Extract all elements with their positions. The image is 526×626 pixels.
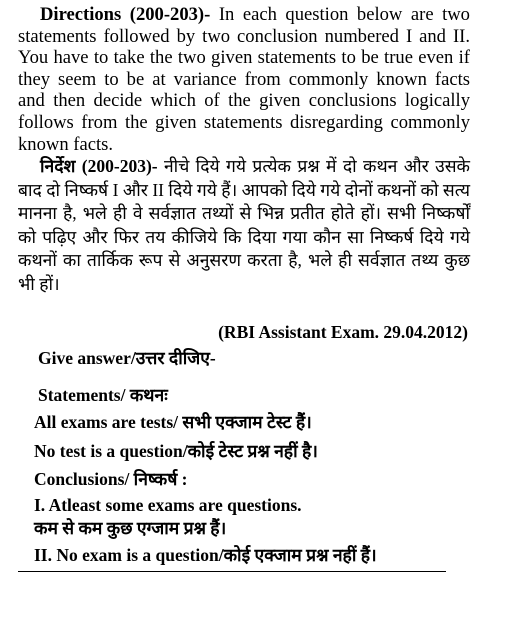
conclusion-2: II. No exam is a question/कोई एक्जाम प्रश्न नहीं हैं। — [34, 545, 377, 565]
statement-1: All exams are tests/ सभी एक्जाम टेस्ट हैं। — [34, 412, 312, 432]
statement-2: No test is a question/कोई टेस्ट प्रश्न नहीं है। — [34, 441, 318, 461]
directions-label-en: Directions (200-203)- — [40, 4, 211, 25]
directions-label-hi: निर्देश (200-203)- — [40, 156, 158, 176]
statements-heading: Statements/ कथनः — [38, 385, 168, 405]
directions-text-hi: नीचे दिये गये प्रत्येक प्रश्न में दो कथन और उसके बाद दो निष्कर्ष I और II दिये गये हैं। आपको दिये गये दोनों कथनों को सत्य मानना है, भले ही वे सर्वज्ञात तथ्यों से भिन्न प्रतीत होते हों। सभी निष्कर्षों को पढ़िए और फिर तय कीजिये कि दिया गया कौन सा निष्कर्ष दिये गये कथनों का तार्किक रूप से अनुसरण करता है, भले ही सर्वज्ञात तथ्य कुछ भी हों। — [18, 156, 470, 294]
bottom-divider — [18, 571, 446, 572]
exam-source: (RBI Assistant Exam. 29.04.2012) — [218, 322, 468, 342]
conclusions-heading: Conclusions/ निष्कर्ष : — [34, 469, 188, 489]
directions-english — [18, 4, 470, 155]
conclusion-1-english: I. Atleast some exams are questions. — [34, 495, 302, 515]
directions-text-en: In each question below are two statements followed by two conclusion numbered I and II. You have to take the two given statements to be true even if they seem to be at variance from commonly known facts and then decide which of the given conclusions logically follows from the given statements disregarding commonly known facts. — [18, 4, 470, 155]
give-answer-label: Give answer/उत्तर दीजिए- — [38, 348, 216, 368]
conclusion-1-hindi: कम से कम कुछ एग्जाम प्रश्न हैं। — [34, 518, 227, 538]
directions-hindi — [18, 155, 470, 296]
